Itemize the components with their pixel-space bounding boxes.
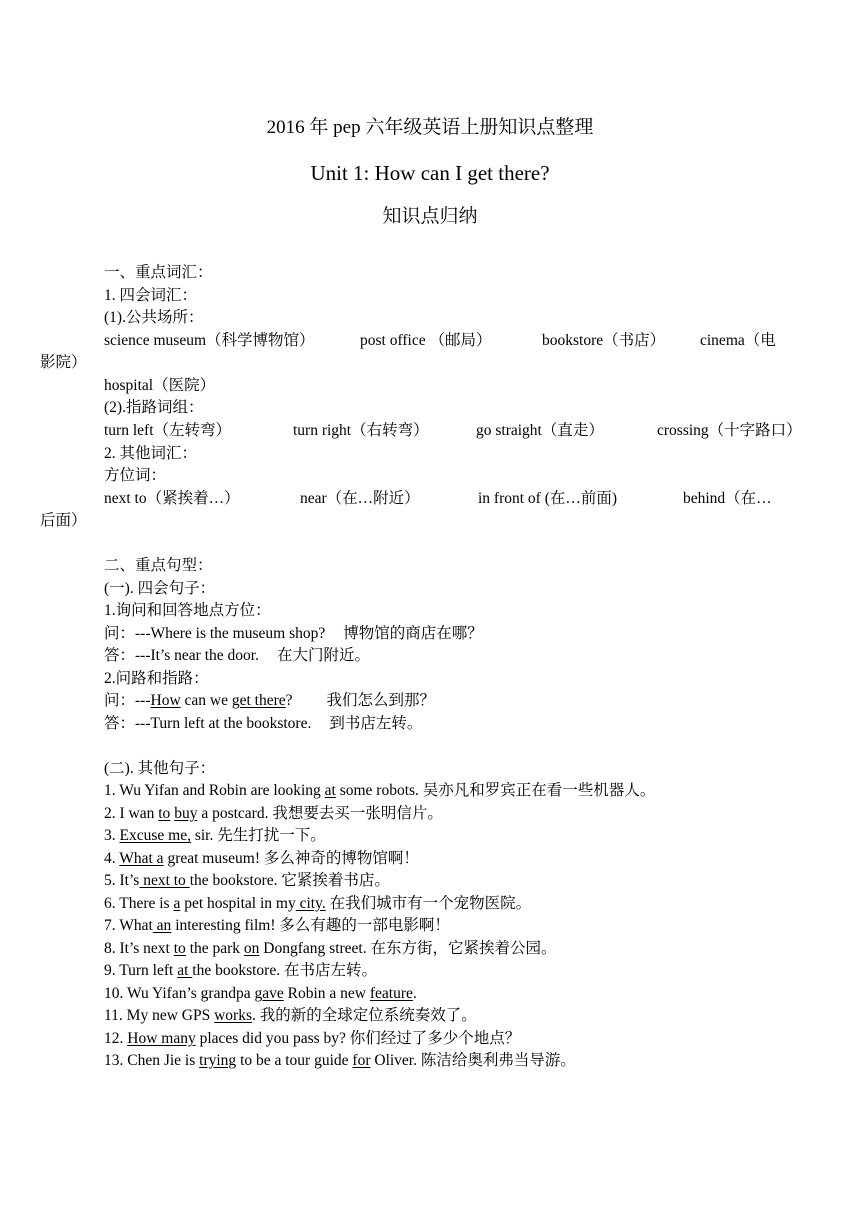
answer-2-text: 答：---Turn left at the bookstore. — [104, 715, 312, 732]
sentence-part: 2. I wan — [104, 805, 159, 822]
question-2-underlined: How — [150, 692, 181, 709]
sentence-part: pet hospital in my — [180, 895, 296, 912]
dir-crossing: crossing（十字路口） — [657, 422, 802, 439]
question-2-translation: 我们怎么到那？ — [326, 692, 436, 709]
ask-way-heading: 2.问路和指路： — [104, 670, 209, 687]
sentence-part: 7. What — [104, 917, 153, 934]
pos-in-front-of: in front of (在…前面) — [478, 490, 618, 507]
sentence-underlined: feature — [369, 985, 413, 1002]
dir-go-straight: go straight（直走） — [476, 422, 604, 439]
sentence-part: 3. — [104, 827, 120, 844]
question-2-underlined: get there — [231, 692, 286, 709]
question-2-part: can we — [180, 692, 232, 709]
document-title: 2016 年 pep 六年级英语上册知识点整理 — [266, 117, 594, 138]
sentence-part: places did you pass by? 你们经过了多少个地点？ — [195, 1030, 521, 1047]
sentence-part: 4. — [104, 850, 120, 867]
sentence-underlined: How many — [127, 1030, 196, 1047]
sentence-part: 12. — [104, 1030, 128, 1047]
sentence-12 — [104, 1028, 520, 1050]
sentence-part: 5. It’s — [104, 872, 140, 889]
dir-turn-left: turn left（左转弯） — [104, 422, 231, 439]
sentence-part: to be a tour guide — [236, 1052, 353, 1069]
section-heading: 知识点归纳 — [382, 206, 478, 227]
sentence-underlined: trying — [199, 1052, 237, 1069]
sentence-part: 在我们城市有一个宠物医院。 — [325, 895, 532, 912]
pos-near: near（在…附近） — [300, 490, 420, 507]
sentence-part: 9. Turn left — [104, 962, 178, 979]
unit-title: Unit 1: How can I get there? — [310, 161, 550, 185]
answer-1-text: 答：---It’s near the door. — [104, 647, 259, 664]
place-bookstore: bookstore（书店） — [542, 332, 666, 349]
vocab-four-skill-heading: 1. 四会词汇： — [104, 287, 198, 304]
place-post-office: post office （邮局） — [360, 332, 492, 349]
sentence-3 — [104, 825, 326, 847]
pos-behind: behind（在… — [683, 490, 772, 507]
sentence-part: the park — [185, 940, 244, 957]
sentence-1 — [104, 780, 655, 802]
sentence-underlined: an — [152, 917, 172, 934]
pos-next-to: next to（紧挨着…） — [104, 490, 240, 507]
sentence-6 — [104, 893, 531, 915]
question-1 — [104, 623, 483, 645]
sentence-underlined: at — [324, 782, 336, 799]
sentence-part: Oliver. 陈洁给奥利弗当导游。 — [370, 1052, 576, 1069]
question-2-part: 问：--- — [104, 692, 151, 709]
question-1-translation: 博物馆的商店在哪？ — [343, 625, 483, 642]
answer-2 — [104, 713, 422, 735]
directions-heading: (2).指路词组： — [104, 399, 204, 416]
sentence-underlined: a — [173, 895, 181, 912]
sentence-7 — [104, 915, 450, 937]
sentence-underlined: on — [243, 940, 260, 957]
sentence-part: 11. My new GPS — [104, 1007, 215, 1024]
sentence-part: great museum! 多么神奇的博物馆啊！ — [163, 850, 419, 867]
sentence-2 — [104, 803, 443, 825]
other-sentences-heading: (二). 其他句子： — [104, 760, 216, 777]
sentence-8 — [104, 938, 556, 960]
vocab-heading: 一、重点词汇： — [104, 264, 213, 281]
sentence-part: 1. Wu Yifan and Robin are looking — [104, 782, 325, 799]
place-cinema: cinema（电 — [700, 332, 776, 349]
sentence-5 — [104, 870, 390, 892]
sentence-4 — [104, 848, 419, 870]
sentence-underlined: at — [177, 962, 193, 979]
sentence-part: interesting film! 多么有趣的一部电影啊！ — [171, 917, 450, 934]
pos-behind-continued: 后面） — [40, 512, 87, 529]
sentences-heading: 二、重点句型： — [104, 557, 213, 574]
sentence-part: some robots. 吴亦凡和罗宾正在看一些机器人。 — [335, 782, 656, 799]
sentence-part: a postcard. 我想要去买一张明信片。 — [197, 805, 443, 822]
sentence-9 — [104, 960, 377, 982]
sentence-part: Dongfang street. 在东方街，它紧挨着公园。 — [259, 940, 557, 957]
sentence-part: . 我的新的全球定位系统奏效了。 — [251, 1007, 477, 1024]
sentence-underlined: for — [352, 1052, 371, 1069]
place-cinema-continued: 影院） — [40, 354, 87, 371]
place-science-museum: science museum（科学博物馆） — [104, 332, 315, 349]
sentence-part: 10. Wu Yifan’s grandpa — [104, 985, 255, 1002]
sentence-underlined: to — [173, 940, 186, 957]
answer-1-translation: 在大门附近。 — [276, 647, 370, 664]
sentence-underlined: buy — [174, 805, 198, 822]
sentence-underlined: city. — [295, 895, 326, 912]
other-vocab-heading: 2. 其他词汇： — [104, 445, 198, 462]
sentence-underlined: next to — [139, 872, 190, 889]
answer-1 — [104, 645, 370, 667]
place-hospital: hospital（医院） — [104, 377, 216, 394]
four-skill-sentences-heading: (一). 四会句子： — [104, 580, 216, 597]
position-words-heading: 方位词： — [104, 467, 167, 484]
sentence-part: the bookstore. 在书店左转。 — [192, 962, 377, 979]
public-places-heading: (1).公共场所： — [104, 309, 204, 326]
sentence-part: sir. 先生打扰一下。 — [190, 827, 326, 844]
question-1-text: 问：---Where is the museum shop? — [104, 625, 326, 642]
sentence-underlined: What a — [119, 850, 164, 867]
sentence-underlined: works — [214, 1007, 252, 1024]
sentence-part: Robin a new — [283, 985, 370, 1002]
sentence-underlined: gave — [254, 985, 284, 1002]
answer-2-translation: 到书店左转。 — [329, 715, 423, 732]
sentence-10 — [104, 983, 417, 1005]
sentence-11 — [104, 1005, 477, 1027]
sentence-part: 13. Chen Jie is — [104, 1052, 200, 1069]
sentence-part: 8. It’s next — [104, 940, 174, 957]
question-2 — [104, 690, 435, 712]
dir-turn-right: turn right（右转弯） — [293, 422, 429, 439]
sentence-13 — [104, 1050, 576, 1072]
sentence-part: the bookstore. 它紧挨着书店。 — [189, 872, 390, 889]
sentence-part: 6. There is — [104, 895, 174, 912]
ask-place-heading: 1.询问和回答地点方位： — [104, 602, 271, 619]
sentence-underlined: Excuse me, — [119, 827, 191, 844]
question-2-part: ? — [285, 692, 293, 709]
sentence-part: . — [412, 985, 417, 1002]
sentence-underlined: to — [158, 805, 171, 822]
